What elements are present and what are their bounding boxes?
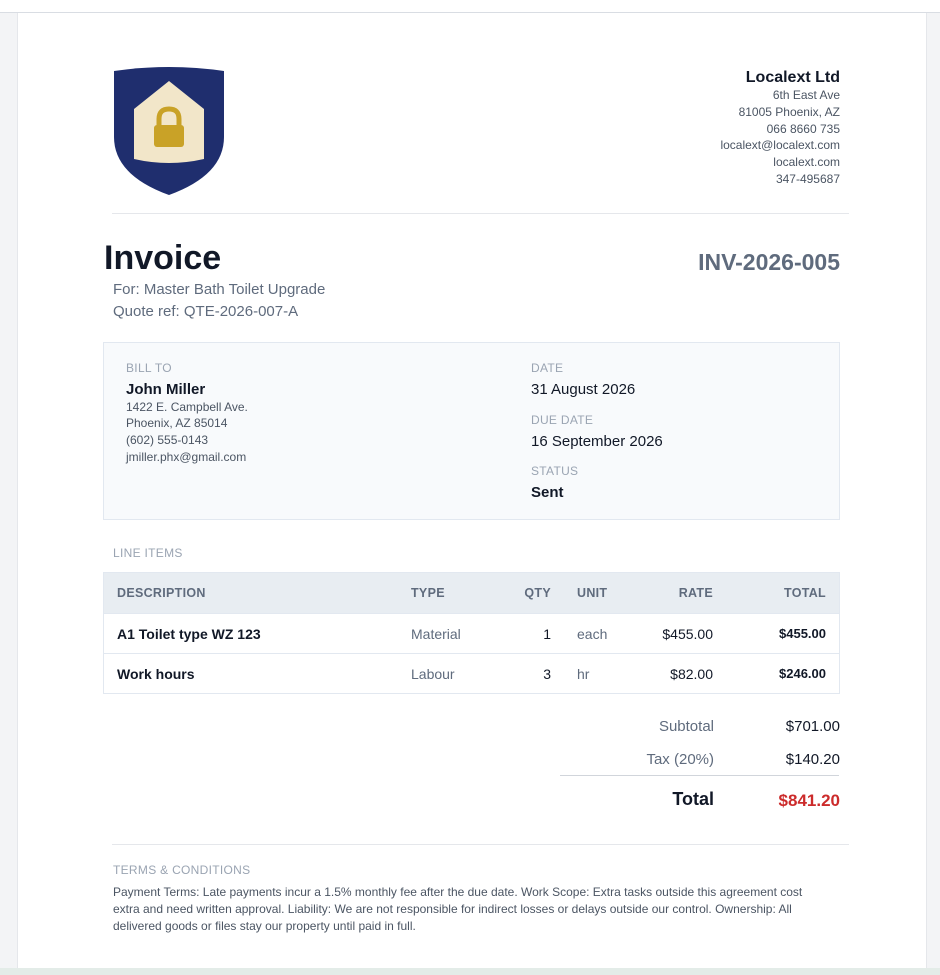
subtotal-value: $701.00 <box>785 718 840 735</box>
bill-to-name: John Miller <box>126 381 206 398</box>
invoice-number: INV-2026-005 <box>698 249 840 275</box>
col-qty: QTY <box>494 573 564 614</box>
tax-value: $140.20 <box>785 751 840 768</box>
item-qty: 3 <box>494 654 564 694</box>
item-total: $455.00 <box>726 614 840 654</box>
col-description: DESCRIPTION <box>104 573 399 614</box>
bill-to-label: BILL TO <box>126 361 172 375</box>
invoice-date: 31 August 2026 <box>531 381 636 398</box>
item-type: Labour <box>398 654 494 694</box>
invoice-for-line: For: Master Bath Toilet Upgrade <box>113 281 326 298</box>
company-name: Localext Ltd <box>745 69 840 86</box>
company-email: localext@localext.com <box>720 138 840 153</box>
total-label: Total <box>672 789 714 809</box>
page-title: Invoice <box>104 239 222 277</box>
item-rate: $455.00 <box>636 614 726 654</box>
total-value: $841.20 <box>778 791 840 810</box>
company-phone: 066 8660 735 <box>766 121 840 136</box>
company-website: localext.com <box>773 155 840 170</box>
viewer-bottom-bar <box>0 968 940 975</box>
item-rate: $82.00 <box>636 654 726 694</box>
company-address-line2: 81005 Phoenix, AZ <box>738 104 840 119</box>
company-address-line1: 6th East Ave <box>772 88 840 102</box>
invoice-quote-ref: Quote ref: QTE-2026-007-A <box>113 303 299 320</box>
line-items-label: LINE ITEMS <box>113 546 183 560</box>
header-divider <box>112 213 849 214</box>
item-description: A1 Toilet type WZ 123 <box>104 614 399 654</box>
viewer-top-border <box>0 12 940 13</box>
summary-divider <box>560 775 839 776</box>
bill-to-phone: (602) 555-0143 <box>126 433 209 447</box>
company-reg-number: 347-495687 <box>775 171 840 186</box>
line-items-table <box>103 572 840 694</box>
terms-divider <box>112 844 849 845</box>
status-value: Sent <box>531 484 564 501</box>
due-date: 16 September 2026 <box>531 433 663 450</box>
col-unit: UNIT <box>564 573 636 614</box>
subtotal-label: Subtotal <box>658 718 714 735</box>
bill-to-city: Phoenix, AZ 85014 <box>126 416 228 430</box>
status-label: STATUS <box>531 464 579 478</box>
table-header-row <box>104 573 840 614</box>
item-description: Work hours <box>104 654 399 694</box>
item-unit: hr <box>564 654 636 694</box>
viewer-left-margin <box>0 13 18 968</box>
terms-text: Payment Terms: Late payments incur a 1.5% monthly fee after the due date. Work Scope: Extra tasks outside this agreement cost extra and need written approval. Liability: We are not responsible for indirect losses or delays outside our control. Ownership: All delivered goods or files stay our property until paid in full. <box>113 885 803 933</box>
billing-info-box <box>103 342 840 520</box>
item-total: $246.00 <box>726 654 840 694</box>
viewer-right-margin <box>926 13 940 968</box>
due-date-label: DUE DATE <box>531 413 594 427</box>
item-type: Material <box>398 614 494 654</box>
col-type: TYPE <box>398 573 494 614</box>
company-info <box>720 68 840 188</box>
tax-label: Tax (20%) <box>646 751 714 768</box>
shield-house-lock-icon <box>112 67 226 197</box>
col-rate: RATE <box>636 573 726 614</box>
date-label: DATE <box>531 361 564 375</box>
table-row <box>104 654 840 694</box>
terms-label: TERMS & CONDITIONS <box>113 863 251 877</box>
bill-to-email: jmiller.phx@gmail.com <box>126 450 247 464</box>
item-qty: 1 <box>494 614 564 654</box>
col-total: TOTAL <box>726 573 840 614</box>
item-unit: each <box>564 614 636 654</box>
bill-to-street: 1422 E. Campbell Ave. <box>126 400 248 414</box>
table-row <box>104 614 840 654</box>
